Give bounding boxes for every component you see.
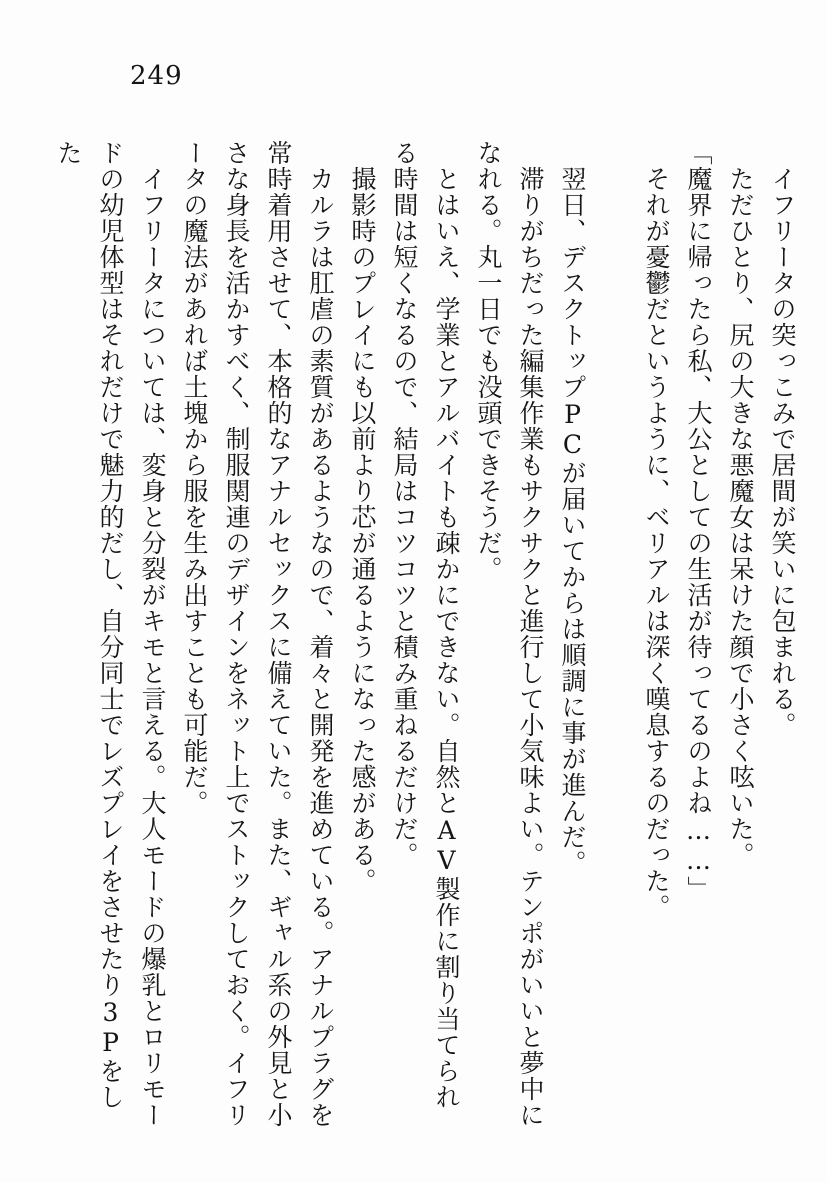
body-text [54,140,803,1130]
paragraph: 撮影時のプレイにも以前より芯が通るようになった感がある。 [348,166,377,894]
paragraph: とはいえ、学業とアルバイトも疎かにできない。自然とAV製作に割り当てられる時間は短くなるので、結局はコツコツと積み重ねるだけだ。 [390,140,461,1110]
page-number: 249 [130,61,183,91]
paragraph: それが憂鬱だというように、ベリアルは深く嘆息するのだった。 [642,166,671,920]
paragraph: 翌日、デスクトップPCが届いてからは順調に事が進んだ。 [558,166,587,876]
paragraph: イフリータの突っこみで居間が笑いに包まれる。 [768,166,797,738]
paragraph: カルラは肛虐の素質があるようなので、着々と開発を進めている。アナルプラグを常時着用させて、本格的なアナルセックスに備えていた。また、ギャル系の外見と小さな身長を活かすべく、制服関連のデザインをネット上でストックしておく。イフリータの魔法があれば土塊から服を生み出すことも可能だ。 [180,140,335,1128]
paragraph: 「魔界に帰ったら私、大公としての生活が待ってるのよね……」 [684,140,713,902]
paragraph: イフリータについては、変身と分裂がキモと言える。大人モードの爆乳とロリモードの幼児体型はそれだけで魅力的だし、自分同士でレズプレイをさせたり3Pをした [54,140,167,1128]
paragraph: ただひとり、尻の大きな悪魔女は呆けた顔で小さく呟いた。 [726,166,755,868]
paragraph: 滞りがちだった編集作業もサクサクと進行して小気味よい。テンポがいいと夢中になれる。丸一日でも没頭できそうだ。 [474,140,545,1128]
paragraph-break [593,140,635,1130]
